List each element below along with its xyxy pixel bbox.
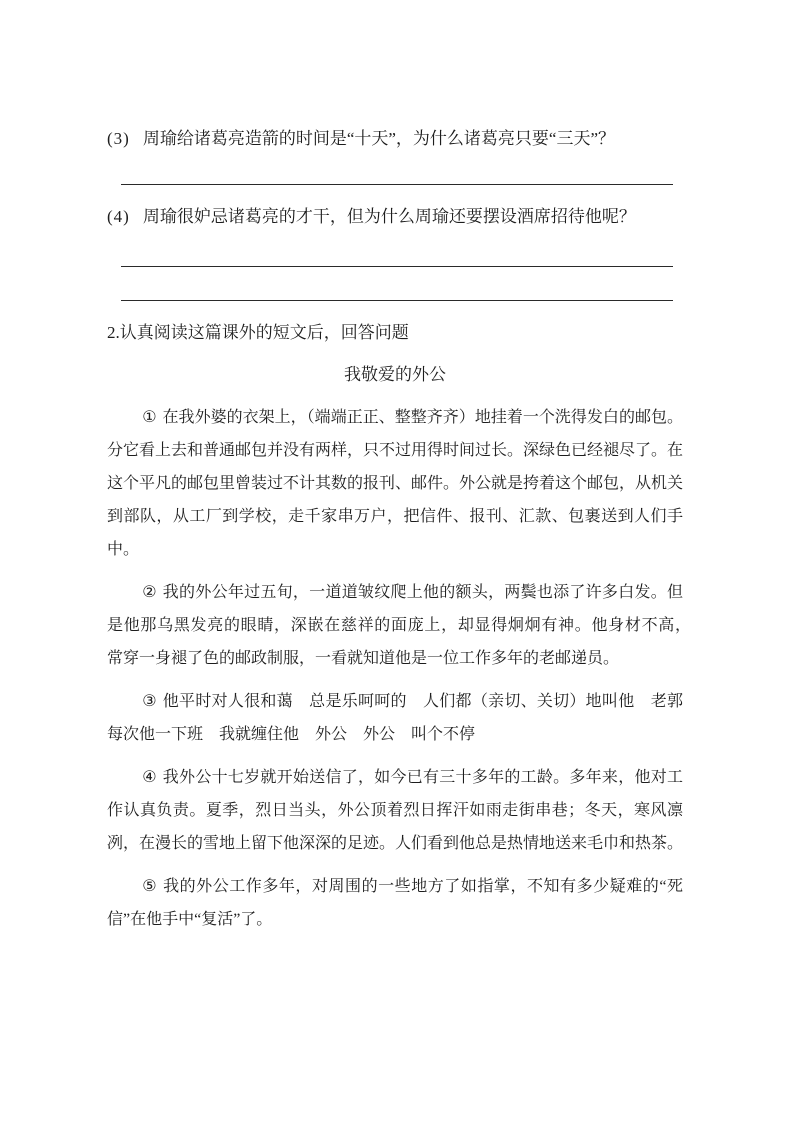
paragraph-1-marker: ① xyxy=(142,409,157,426)
paragraph-2-marker: ② xyxy=(142,584,157,601)
passage-paragraph-3 xyxy=(107,685,700,751)
passage-title: 我敬爱的外公 xyxy=(344,365,446,384)
answer-line xyxy=(121,300,673,301)
paragraph-1-text: 在我外婆的衣架上，（端端正正、整整齐齐）地挂着一个洗得发白的邮包。分它看上去和普通邮包并没有两样，只不过用得时间过长。深绿色已经褪尽了。在这个平凡的邮包里曾装过不计其数的报刊、邮件。外公就是挎着这个邮包，从机关到部队，从工厂到学校，走千家串万户，把信件、报刊、汇款、包裹送到人们手中。 xyxy=(107,409,684,558)
answer-line xyxy=(121,266,673,267)
passage-paragraph-1 xyxy=(107,401,683,566)
section-2-heading: 2.认真阅读这篇课外的短文后，回答问题 xyxy=(107,323,409,342)
question-3 xyxy=(107,128,683,150)
question-4-number: (4) xyxy=(107,207,130,226)
paragraph-3-text: 他平时对人很和蔼 总是乐呵呵的 人们都（亲切、关切）地叫他 老郭 每次他一下班 我就缠住他 外公 外公 叫个不停 xyxy=(107,693,700,743)
paragraph-5-text: 我的外公工作多年，对周围的一些地方了如指掌，不知有多少疑难的“死信”在他手中“复活”了。 xyxy=(107,878,683,928)
question-4-text: 周瑜很妒忌诸葛亮的才干，但为什么周瑜还要摆设酒席招待他呢？ xyxy=(142,207,636,226)
paragraph-4-marker: ④ xyxy=(142,769,157,786)
paragraph-5-marker: ⑤ xyxy=(142,878,158,895)
passage-paragraph-2 xyxy=(107,576,700,675)
paragraph-4-text: 我外公十七岁就开始送信了，如今已有三十多年的工龄。多年来，他对工作认真负责。夏季，烈日当头，外公顶着烈日挥汗如雨走街串巷；冬天，寒风凛冽，在漫长的雪地上留下他深深的足迹。人们看到他总是热情地送来毛巾和热茶。 xyxy=(107,769,684,852)
passage-body xyxy=(107,401,700,936)
question-4 xyxy=(107,206,683,228)
passage-paragraph-5 xyxy=(107,870,683,936)
paragraph-2-text: 我的外公年过五旬，一道道皱纹爬上他的额头，两鬓也添了许多白发。但是他那乌黑发亮的眼睛，深嵌在慈祥的面庞上，却显得炯炯有神。他身材不高， 常穿一身褪了色的邮政制服，一看就知道他是一位工作多年的老邮递员。 xyxy=(107,584,700,667)
passage-paragraph-4 xyxy=(107,761,683,860)
paragraph-3-marker: ③ xyxy=(142,693,157,710)
question-3-text: 周瑜给诸葛亮造箭的时间是“十天”，为什么诸葛亮只要“三天”？ xyxy=(142,129,616,148)
answer-line xyxy=(121,184,673,185)
question-3-number: (3) xyxy=(107,129,130,148)
